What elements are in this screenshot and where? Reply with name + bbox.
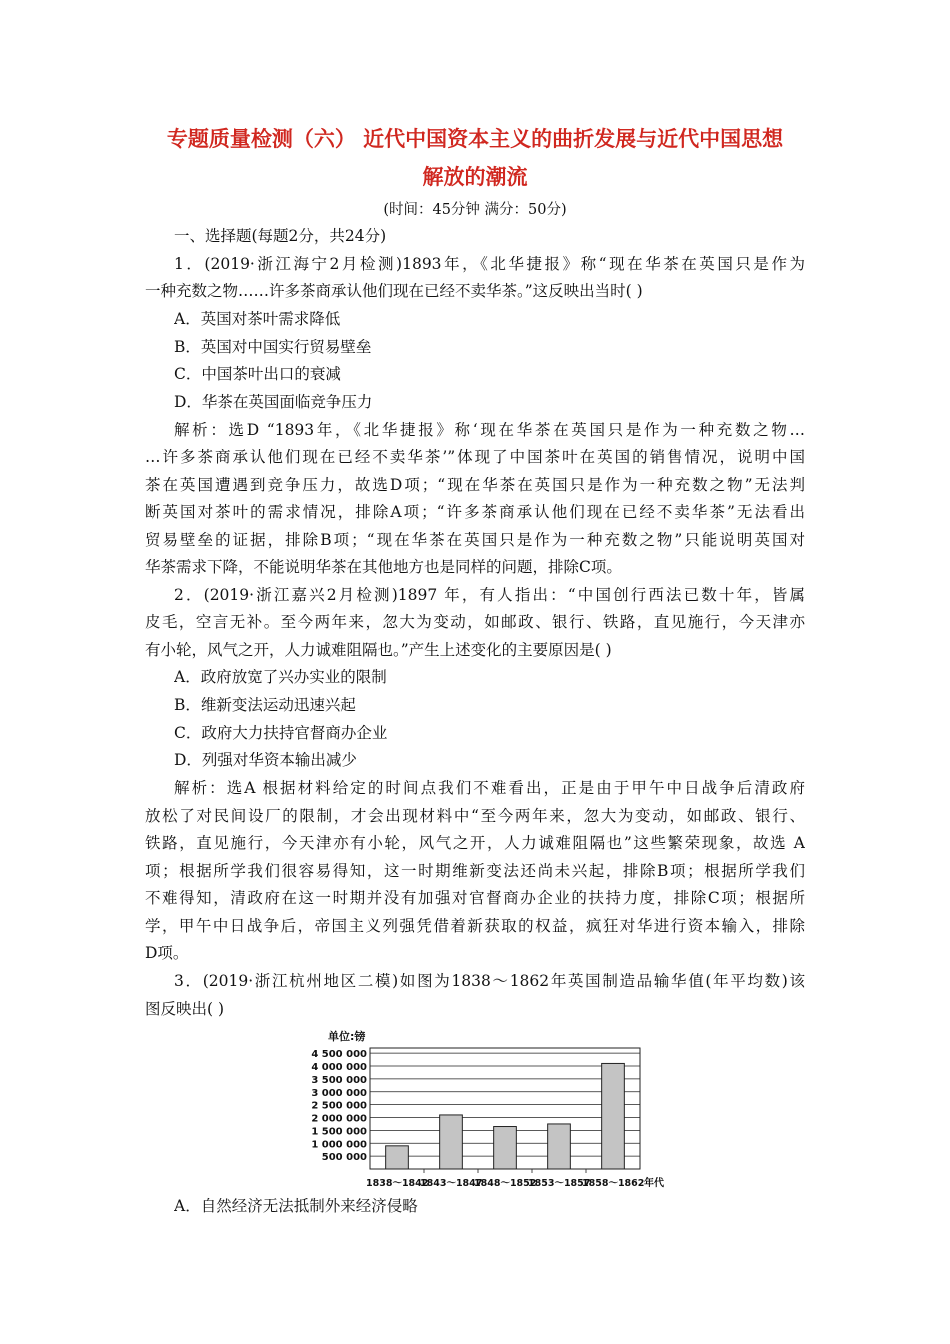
q1-analysis-line: 贸易壁垒的证据，排除B项；“现在华茶在英国只是作为一种充数之物”只能说明英国对 (145, 531, 805, 549)
q1-analysis-line: 茶在英国遭遇到竞争压力，故选D项；“现在华茶在英国只是作为一种充数之物”无法判 (145, 476, 805, 494)
q2-stem-line: 2．(2019·浙江嘉兴2月检测)1897 年，有人指出：“中国创行西法已数十年，皆属 (174, 586, 805, 604)
q2-stem-line: 皮毛，空言无补。至今两年来，忽大为变动，如邮政、银行、铁路，直见施行，今天津亦 (145, 613, 805, 631)
q2-option-a: A．政府放宽了兴办实业的限制 (174, 668, 387, 686)
page-title-line-1: 专题质量检测（六） 近代中国资本主义的曲折发展与近代中国思想 (166, 127, 784, 151)
chart-y-tick-label: 3 000 000 (311, 1087, 367, 1099)
page-title-line-2: 解放的潮流 (422, 165, 528, 189)
q3-option-a: A．自然经济无法抵制外来经济侵略 (174, 1197, 418, 1215)
chart-x-axis-label: 年代 (644, 1178, 664, 1189)
q1-option-c: C．中国茶叶出口的衰减 (174, 365, 341, 383)
chart-y-tick-label: 3 500 000 (311, 1074, 367, 1086)
q1-analysis-line: 断英国对茶叶的需求情况，排除A项；“许多茶商承认他们现在已经不卖华茶”无法看出 (145, 503, 805, 521)
chart-bar (494, 1127, 517, 1169)
q2-analysis-line: 解析：选A 根据材料给定的时间点我们不难看出，正是由于甲午中日战争后清政府 (174, 779, 805, 797)
exam-meta: (时间：45分钟 满分：50分) (383, 202, 567, 218)
q2-option-c: C．政府大力扶持官督商办企业 (174, 724, 388, 742)
chart-y-tick-label: 1 000 000 (311, 1139, 367, 1151)
chart-unit-label: 单位:镑 (328, 1030, 366, 1043)
chart-y-tick-label: 4 500 000 (311, 1049, 367, 1061)
chart-y-tick-label: 500 000 (321, 1152, 367, 1164)
q2-option-b: B．维新变法运动迅速兴起 (174, 696, 356, 714)
q2-analysis-line: 不难得知，清政府在这一时期并没有加强对官督商办企业的扶持力度，排除C项；根据所 (145, 889, 805, 907)
q1-option-b: B．英国对中国实行贸易壁垒 (174, 338, 372, 356)
q1-analysis-line: 解析：选D “1893年，《北华捷报》称‘现在华茶在英国只是作为一种充数之物… (174, 421, 805, 439)
q2-analysis-line: 放松了对民间设厂的限制，才会出现材料中“至今两年来，忽大为变动，如邮政、银行、 (145, 807, 805, 825)
chart-y-tick-label: 4 000 000 (311, 1062, 367, 1074)
q2-analysis-line: D项。 (145, 944, 189, 962)
chart-bar (548, 1124, 571, 1169)
q1-stem-line: 1．(2019·浙江海宁2月检测)1893年，《北华捷报》称“现在华茶在英国只是作为 (174, 255, 805, 273)
q3-stem-line: 3．(2019·浙江杭州地区二模)如图为1838～1862年英国制造品输华值(年平均数)该 (174, 972, 805, 990)
q2-analysis-line: 铁路，直见施行，今天津亦有小轮，风气之开，人力诚难阻隔也”这些繁荣现象，故选 A (145, 834, 805, 852)
section-heading: 一、选择题(每题2分，共24分) (174, 227, 387, 245)
chart-x-tick-label: 1853～1857 (528, 1178, 591, 1189)
chart-y-tick-label: 2 500 000 (311, 1100, 367, 1112)
q1-analysis-line: 华茶需求下降，不能说明华茶在其他地方也是同样的问题，排除C项。 (145, 558, 622, 576)
chart-y-tick-label: 1 500 000 (311, 1126, 367, 1138)
q2-analysis-line: 项；根据所学我们很容易得知，这一时期维新变法还尚未兴起，排除B项；根据所学我们 (145, 862, 805, 880)
chart-bar (386, 1146, 409, 1169)
chart-x-tick-label: 1858～1862 (582, 1178, 645, 1189)
q3-stem-line: 图反映出( ) (145, 1000, 225, 1018)
bar-chart (310, 1026, 690, 1191)
q1-option-a: A．英国对茶叶需求降低 (174, 310, 341, 328)
q1-stem-line: 一种充数之物……许多茶商承认他们现在已经不卖华茶。”这反映出当时( ) (145, 282, 643, 300)
chart-x-tick-label: 1838～1842 (366, 1178, 429, 1189)
q2-option-d: D．列强对华资本输出减少 (174, 751, 357, 769)
chart-x-tick-label: 1848～1852 (474, 1178, 537, 1189)
q1-option-d: D．华茶在英国面临竞争压力 (174, 393, 373, 411)
bar-chart-svg (310, 1026, 690, 1191)
chart-bar (440, 1115, 463, 1169)
chart-y-tick-label: 2 000 000 (311, 1113, 367, 1125)
q1-analysis-line: …许多茶商承认他们现在已经不卖华茶’”体现了中国茶叶在英国的销售情况，说明中国 (145, 448, 805, 466)
chart-bar (602, 1063, 625, 1169)
chart-x-tick-label: 1843～1847 (420, 1178, 483, 1189)
q2-analysis-line: 学，甲午中日战争后，帝国主义列强凭借着新获取的权益，疯狂对华进行资本输入，排除 (145, 917, 805, 935)
q2-stem-line: 有小轮，风气之开，人力诚难阻隔也。”产生上述变化的主要原因是( ) (145, 641, 612, 659)
